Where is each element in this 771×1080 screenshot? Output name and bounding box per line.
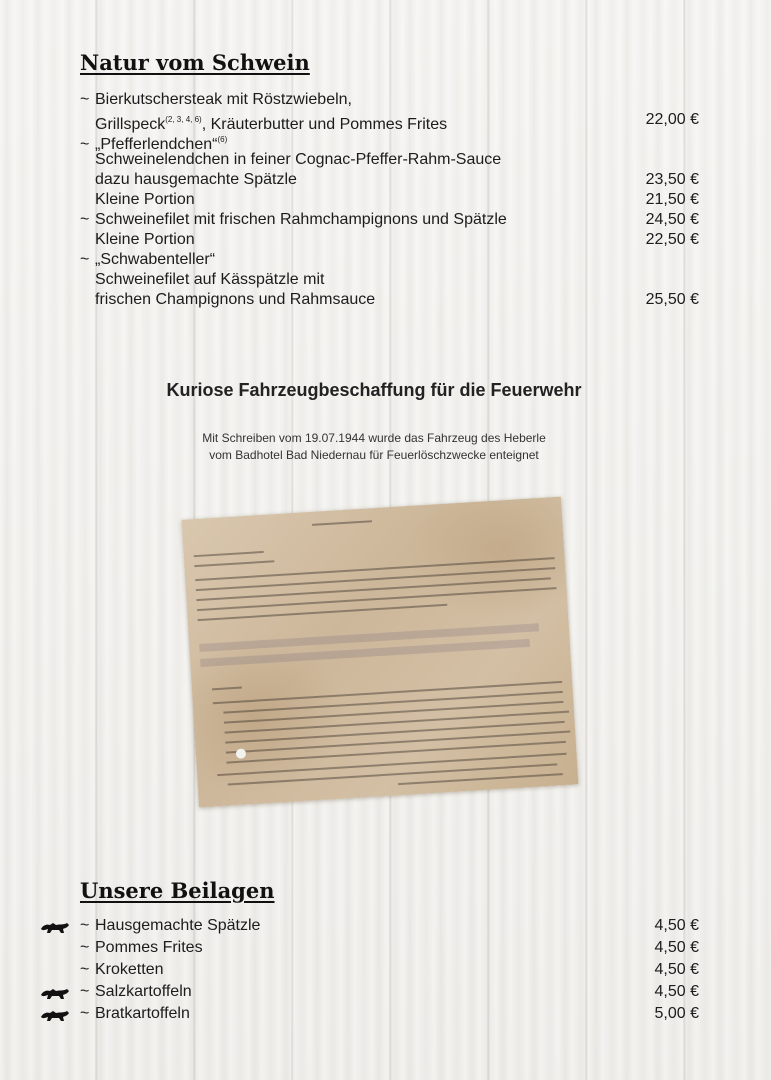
menu-item-price: 22,50 € <box>645 231 699 248</box>
side-dish-price: 4,50 € <box>654 983 699 1000</box>
menu-item-small-portion: Kleine Portion <box>95 231 195 248</box>
side-dish-item: ~ Hausgemachte Spätzle <box>80 917 261 934</box>
menu-item-small-portion: Kleine Portion <box>95 191 195 208</box>
menu-item-line: ~ „Pfefferlendchen“$^{(6)}$ <box>80 135 228 153</box>
side-dish-price: 4,50 € <box>654 917 699 934</box>
allergen-note: (6) <box>217 135 228 144</box>
menu-item-line: Schweinefilet auf Kässpätzle mit <box>95 271 325 288</box>
article-caption-line: vom Badhotel Bad Niedernau für Feuerlöschzwecke enteignet <box>209 448 539 462</box>
side-dish-item: ~ Bratkartoffeln <box>80 1005 190 1022</box>
menu-item-line: ~ „Schwabenteller“ <box>80 251 216 268</box>
side-dish-item: ~ Kroketten <box>80 961 164 978</box>
menu-item-line: ~ Bierkutschersteak mit Röstzwiebeln, <box>80 91 352 108</box>
historic-document-photo <box>182 497 579 808</box>
menu-item-price: 24,50 € <box>645 211 699 228</box>
section-heading-natur-vom-schwein: Natur vom Schwein <box>80 50 310 75</box>
menu-item-line: ~ Schweinefilet mit frischen Rahmchampignons und Spätzle <box>80 211 507 228</box>
menu-item-price: 21,50 € <box>645 191 699 208</box>
menu-item-line: Schweinelendchen in feiner Cognac-Pfeffer-Rahm-Sauce <box>95 151 502 168</box>
menu-item-price: 23,50 € <box>645 171 699 188</box>
lion-icon <box>40 1008 70 1022</box>
side-dish-price: 5,00 € <box>654 1005 699 1022</box>
side-dish-item: ~ Pommes Frites <box>80 939 203 956</box>
allergen-note: (2, 3, 4, 6) <box>165 115 202 124</box>
article-caption-line: Mit Schreiben vom 19.07.1944 wurde das Fahrzeug des Heberle <box>202 431 546 445</box>
lion-icon <box>40 920 70 934</box>
article-title: Kuriose Fahrzeugbeschaffung für die Feuerwehr <box>166 380 582 400</box>
side-dish-price: 4,50 € <box>654 939 699 956</box>
menu-item-price: 25,50 € <box>645 291 699 308</box>
side-dish-price: 4,50 € <box>654 961 699 978</box>
menu-item-line: Grillspeck$^{(2, 3, 4, 6)}$, Kräuterbutter und Pommes Frites <box>95 115 448 133</box>
menu-item-line: dazu hausgemachte Spätzle <box>95 171 297 188</box>
section-heading-unsere-beilagen: Unsere Beilagen <box>80 878 275 903</box>
menu-item-line: frischen Champignons und Rahmsauce <box>95 291 376 308</box>
side-dish-item: ~ Salzkartoffeln <box>80 983 192 1000</box>
menu-item-price: 22,00 € <box>645 111 699 128</box>
lion-icon <box>40 986 70 1000</box>
